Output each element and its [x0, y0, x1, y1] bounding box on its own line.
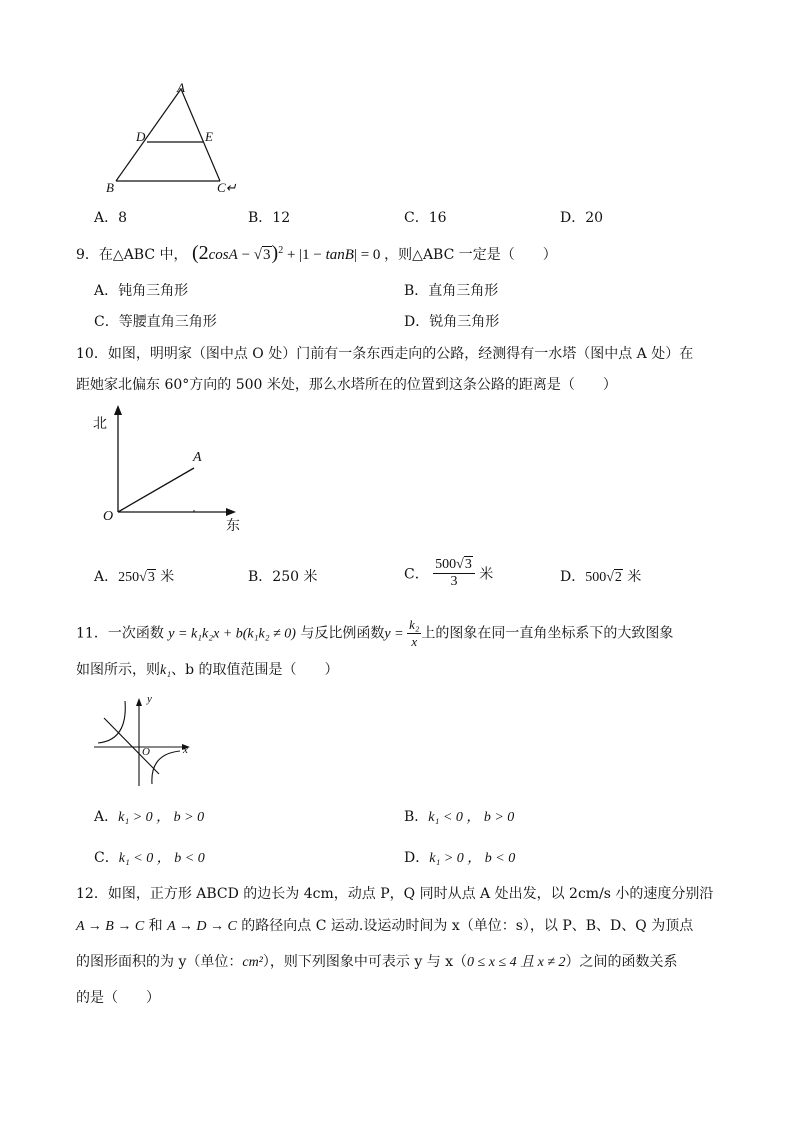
q10-option-b[interactable]: B．250 米 — [248, 569, 318, 585]
q9-option-a[interactable]: A．钝角三角形 — [94, 283, 189, 299]
q8-option-a[interactable]: A．8 — [94, 210, 128, 226]
q11-option-a[interactable]: A．k₁ > 0 ， b > 0 — [94, 809, 205, 825]
q10-stem-line2: 距她家北偏东 60°方向的 500 米处，那么水塔所在的位置到这条公路的距离是（ ） — [76, 377, 617, 393]
x-axis-label: x — [183, 744, 188, 756]
q12-stem-line3: 的图形面积的为 y（单位：cm²），则下列图象中可表示 y 与 x（0 ≤ x ≤ 4 且 x ≠ 2）之间的函数关系 — [76, 954, 678, 970]
q9-option-d[interactable]: D．锐角三角形 — [404, 314, 500, 330]
q8-option-d[interactable]: D．20 — [560, 210, 604, 226]
q9-expression: $(2\cos A - √3)^2 + |1 - \tan B| = 0$ — [191, 242, 381, 264]
q11-stem-line2: 如图所示，则k₁、b 的取值范围是（ ） — [76, 662, 339, 678]
q10-option-c-fraction: $\frac{500√3}{3}$ — [433, 557, 475, 590]
point-a-label: A — [193, 450, 202, 465]
vertex-label-b: B — [106, 180, 114, 195]
q8-option-b[interactable]: B．12 — [248, 210, 291, 226]
q8-option-c[interactable]: C．16 — [404, 210, 447, 226]
q9-option-c[interactable]: C．等腰直角三角形 — [94, 314, 217, 330]
north-label: 北 — [93, 416, 107, 432]
east-label: 东 — [226, 518, 240, 534]
vertex-label-a: A — [177, 80, 185, 95]
q11-stem-line1: 11．一次函数 y = k₁k₂x + b(k₁k₂ ≠ 0) 与反比例函数y = $\frac{\text{k₂}}{x}$ 上的图象在同一直角坐标系下的大致图象 — [76, 617, 674, 649]
q10-option-c[interactable]: C． $\frac{500√3}{3}$ 米 — [404, 557, 494, 589]
hyperbola-figure — [92, 696, 202, 788]
vertex-label-e: E — [205, 129, 213, 144]
origin-label: O — [142, 746, 150, 758]
q11-option-b[interactable]: B．k₁ < 0 ， b > 0 — [404, 809, 515, 825]
q11-option-c[interactable]: C．k₁ < 0 ， b < 0 — [94, 850, 205, 866]
q10-option-d[interactable]: D．500√2 米 — [560, 569, 642, 585]
q12-stem-line4: 的是（ ） — [76, 990, 160, 1006]
q9-option-b[interactable]: B．直角三角形 — [404, 283, 499, 299]
point-o-label: O — [103, 509, 114, 524]
q11-reciprocal-fraction: $\frac{\text{k₂}}{x}$ — [409, 617, 420, 649]
y-axis-label: y — [147, 693, 152, 705]
q12-stem-line2: A → B → C 和 A → D → C 的路径向点 C 运动.设运动时间为 x（单位：s），以 P、B、D、Q 为顶点 — [76, 918, 694, 934]
q11-option-d[interactable]: D．k₁ > 0 ， b < 0 — [404, 850, 516, 866]
vertex-label-d: D — [136, 129, 146, 144]
q10-stem-line1: 10．如图，明明家（图中点 O 处）门前有一条东西走向的公路，经测得有一水塔（图中点 A 处）在 — [76, 346, 694, 362]
q10-option-a[interactable]: A．250√3 米 — [94, 569, 175, 585]
vertex-label-c: C↵ — [217, 180, 237, 195]
q11-linear-function: y = k₁k₂x + b(k₁k₂ ≠ 0) — [168, 626, 296, 642]
q9-stem: 9．在△ABC 中， $(2\cos A - √3)^2 + |1 - \tan B| = 0$ ，则△ABC 一定是（ ） — [76, 242, 557, 264]
q12-stem-line1: 12．如图，正方形 ABCD 的边长为 4cm，动点 P，Q 同时从点 A 处出发，以 2cm/s 小的速度分别沿 — [76, 886, 714, 902]
